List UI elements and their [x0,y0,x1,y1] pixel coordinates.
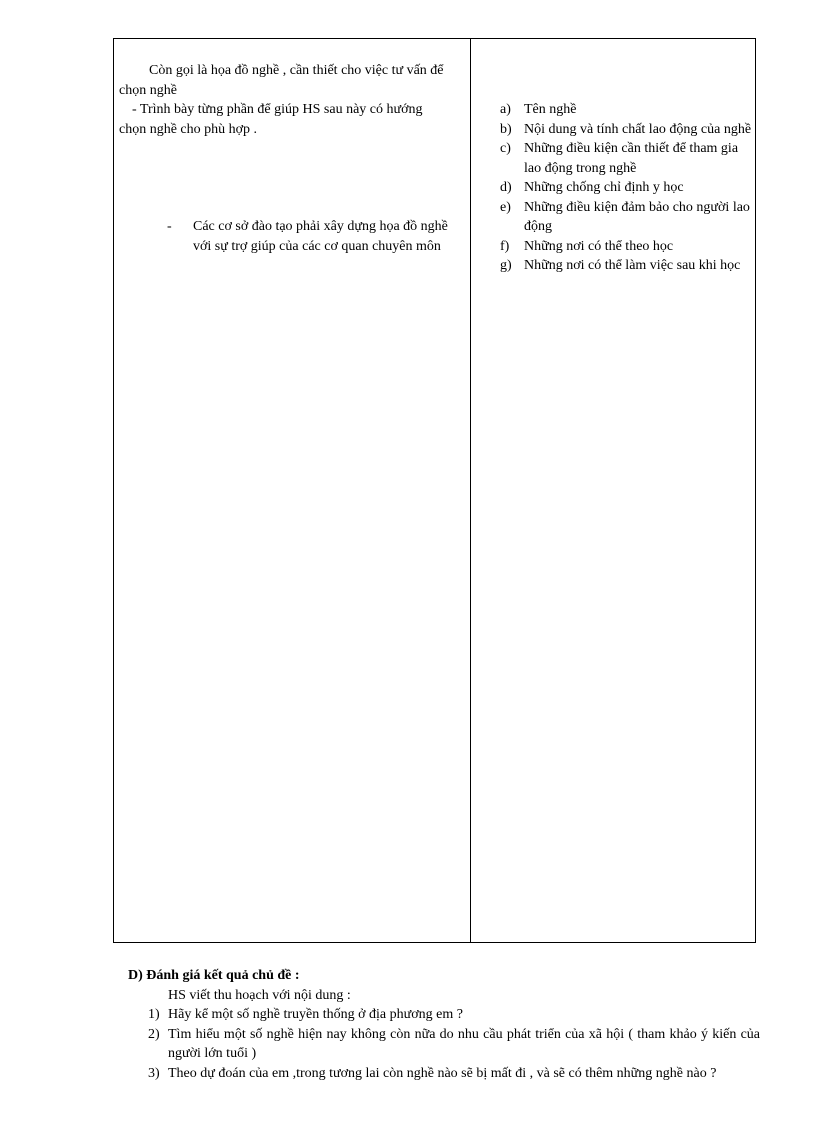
content-table [113,38,756,943]
item-text: Những chống chỉ định y học [524,180,684,195]
list-item [500,256,752,276]
item-text: Những nơi có thể theo học [524,238,674,254]
question-text: Hãy kể một số nghề truyền thống ở địa phương em ? [168,1007,463,1022]
list-item [500,198,752,237]
question-item [148,1064,760,1084]
list-item [500,178,752,198]
section-intro: HS viết thu hoạch với nội dung : [168,987,351,1003]
question-text: Theo dự đoán của em ,trong tương lai còn nghề nào sẽ bị mất đi , và sẽ có thêm những nghề nào ? [168,1065,717,1081]
list-item [500,237,752,257]
column-divider [470,39,471,942]
item-label: d) [500,180,512,195]
item-label: c) [500,141,511,156]
question-number: 1) [148,1007,160,1022]
list-item [500,139,752,178]
left-column [119,61,452,139]
question-list [148,1005,760,1083]
left-paragraph-2: - Trình bày từng phần để giúp HS sau này có hướng chọn nghề cho phù hợp . [119,102,423,137]
question-item [148,1025,760,1064]
section-title: D) Đánh giá kết quả chủ đề : [128,968,300,983]
list-item [500,120,752,140]
item-text: Nội dung và tính chất lao động của nghề [524,121,752,137]
item-label: e) [500,199,511,215]
bullet-mark: - [167,219,172,234]
question-text: Tìm hiểu một số nghề hiện nay không còn nữa do nhu cầu phát triển của xã hội ( tham khảo ý kiến của người lớn tuổi ) [168,1026,760,1061]
question-item [148,1005,760,1025]
right-column [500,100,752,276]
item-text: Những nơi có thể làm việc sau khi học [524,258,741,273]
question-number: 3) [148,1065,160,1081]
bullet-text: Các cơ sở đào tạo phải xây dựng họa đồ nghề với sự trợ giúp của các cơ quan chuyên môn [193,219,448,254]
list-item [500,100,752,120]
item-label: b) [500,121,512,137]
item-text: Những điều kiện đảm bảo cho người lao động [524,199,750,234]
item-text: Tên nghề [524,102,577,117]
left-bullet [167,217,452,256]
question-number: 2) [148,1026,160,1042]
evaluation-section [128,966,760,1083]
item-text: Những điều kiện cần thiết để tham gia lao động trong nghề [524,141,739,176]
item-label: a) [500,102,511,117]
item-label: g) [500,258,512,273]
item-label: f) [500,238,510,254]
left-paragraph-1: Còn gọi là họa đồ nghề , cần thiết cho việc tư vấn để chọn nghề [119,63,444,98]
